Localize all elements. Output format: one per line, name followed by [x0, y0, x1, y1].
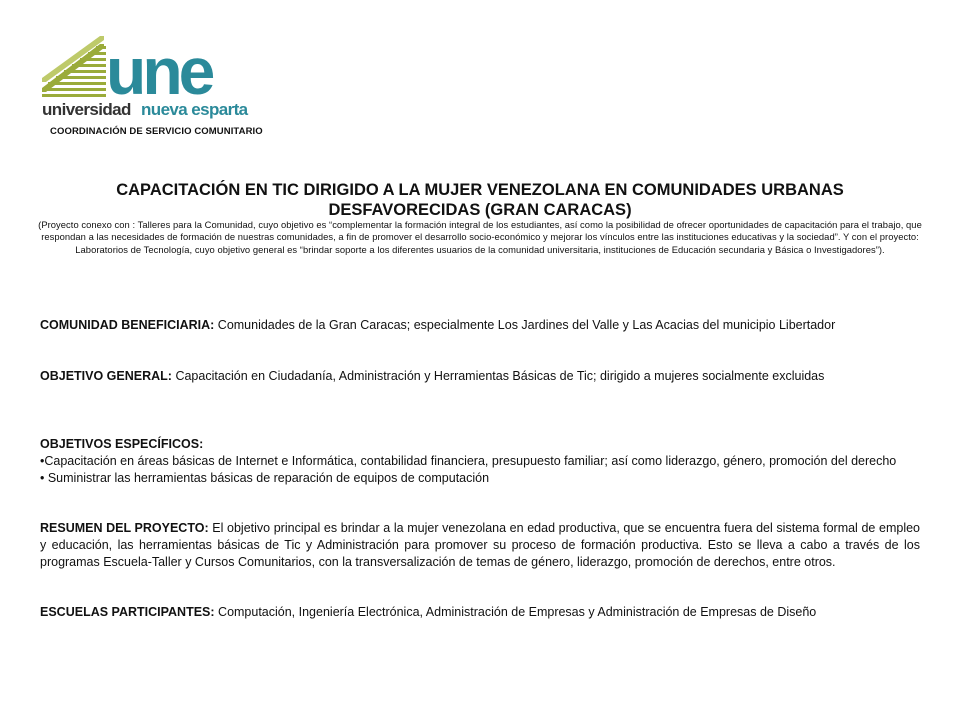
list-item: •Capacitación en áreas básicas de Internet e Informática, contabilidad financiera, presupuesto familiar; así como liderazgo, género, promoción del derecho [40, 454, 897, 468]
summary-label: RESUMEN DEL PROYECTO: [40, 521, 209, 535]
document-title: CAPACITACIÓN EN TIC DIRIGIDO A LA MUJER VENEZOLANA EN COMUNIDADES URBANAS DESFAVORECIDAS (GRAN CARACAS) [116, 181, 844, 219]
community-label: COMUNIDAD BENEFICIARIA: [40, 318, 215, 332]
logo-sub-text-1: universidad [42, 100, 131, 119]
summary-section [40, 520, 920, 571]
document-subtitle: (Proyecto conexo con : Talleres para la Comunidad, cuyo objetivo es “complementar la formación integral de los estudiantes, así como la posibilidad de ofrecer oportunidades de capacitación para el trabajo, que respondan a las necesidades de formación de nuestras comunidades, a fin de promover el desarrollo socio-económico y mejorar los vínculos entre las instituciones educativas y la sociedad”. Y con el proyecto: Laboratorios de Tecnología, cuyo objetivo general es “brindar soporte a los diferentes usuarios de la comunidad universitaria, instituciones de Educación secundaria y Básica o Investigadores”). [38, 219, 922, 255]
specific-objectives-label: OBJETIVOS ESPECÍFICOS: [40, 437, 204, 451]
logo-stripes-icon [42, 36, 106, 97]
schools-label: ESCUELAS PARTICIPANTES: [40, 605, 215, 619]
summary-text: El objetivo principal es brindar a la mujer venezolana en edad productiva, que se encuentra fuera del sistema formal de empleo y educación, las herramientas básicas de Tic y Administración para promover su proceso de formación productiva. Esto se lleva a cabo a través de los programas Escuela-Taller y Cursos Comunitarios, con la transversalización de temas de género, liderazgo, promoción de derechos, entre otros. [40, 521, 921, 569]
list-item: • Suministrar las herramientas básicas de reparación de equipos de computación [40, 471, 490, 485]
coordination-label: COORDINACIÓN DE SERVICIO COMUNITARIO [50, 126, 263, 137]
logo-sub-text-2: nueva esparta [141, 100, 248, 119]
schools-section [40, 604, 920, 621]
objective-text: Capacitación en Ciudadanía, Administración y Herramientas Básicas de Tic; dirigido a mujeres socialmente excluidas [171, 369, 825, 383]
objective-label: OBJETIVO GENERAL: [40, 369, 172, 383]
community-text: Comunidades de la Gran Caracas; especialmente Los Jardines del Valle y Las Acacias del municipio Libertador [214, 318, 836, 332]
specific-objectives-section [40, 436, 920, 487]
community-section [40, 317, 920, 334]
logo-main-text: une [106, 36, 212, 108]
schools-text: Computación, Ingeniería Electrónica, Administración de Empresas y Administración de Empresas de Diseño [214, 605, 817, 619]
une-logo [40, 36, 255, 120]
objective-section [40, 368, 920, 385]
